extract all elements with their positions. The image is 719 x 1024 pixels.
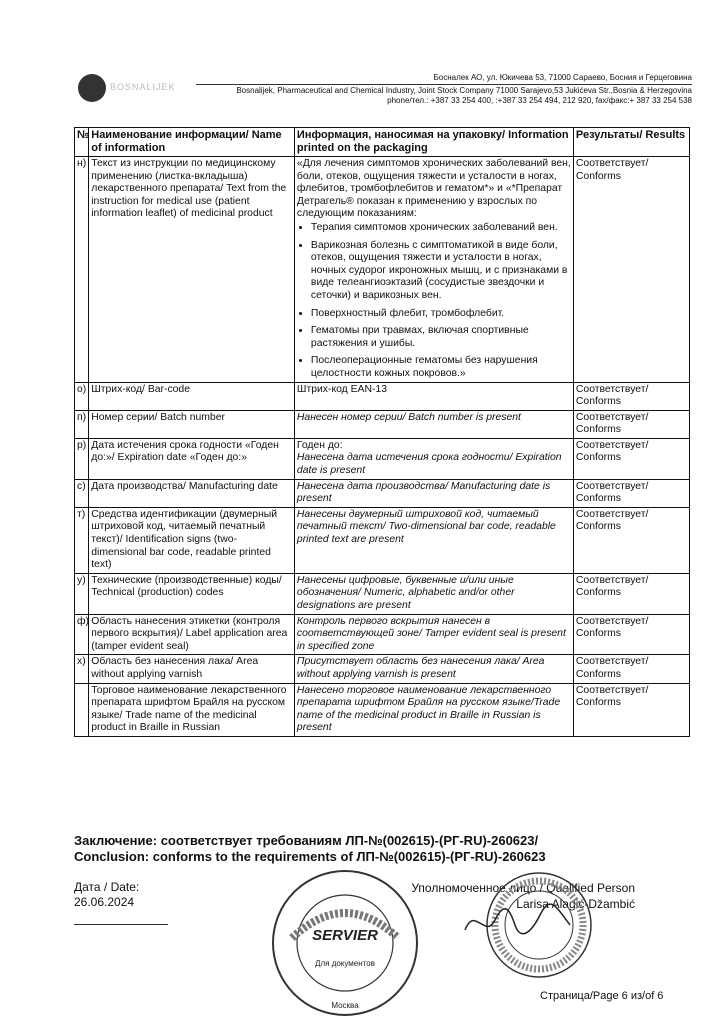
date-signature-line	[74, 924, 168, 925]
servier-stamp-icon	[270, 868, 420, 1018]
row-no: ф)	[75, 614, 89, 655]
row-info: Дата производства/ Manufacturing date	[89, 479, 295, 507]
stamp-text: Для документов	[315, 959, 375, 968]
packaging-intro: «Для лечения симптомов хронических заболеваний вен, боли, отеков, ощущения тяжести и усталости в ногах, флебитов, тромбофлебитов и гематом*» и «*Препарат Детрагель® показан к применению у взрослых по следующим показаниям:	[296, 158, 571, 220]
packaging-text: Годен до:	[296, 439, 343, 451]
row-info: Текст из инструкции по медицинскому применению (листка-вкладыша) лекарственного препарата/ Text from the instruction for medical use (patient information leaflet) of medicinal product	[89, 157, 295, 383]
conclusion-ru: Заключение: соответствует требованиям ЛП-№(002615)-(РГ-RU)-260623/	[74, 833, 539, 848]
row-no	[75, 683, 89, 736]
row-no: о)	[75, 382, 89, 410]
conclusion-en: Conclusion: conforms to the requirements of ЛП-№(002615)-(РГ-RU)-260623	[74, 849, 546, 864]
row-no: н)	[75, 157, 89, 383]
row-no: т)	[75, 507, 89, 573]
page-number: Страница/Page 6 из/of 6	[540, 990, 664, 1002]
row-result: Соответствует/ Conforms	[573, 410, 689, 438]
row-result: Соответствует/ Conforms	[573, 573, 689, 614]
row-info: Область нанесения этикетки (контроля первого вскрытия)/ Label application area (tamper evident seal)	[89, 614, 295, 655]
row-result: Соответствует/ Conforms	[573, 614, 689, 655]
col-header-no: №	[75, 128, 89, 157]
row-packaging	[294, 382, 573, 410]
list-item: • Терапия симптомов хронических заболеваний вен.	[311, 222, 571, 235]
table-row	[75, 507, 690, 573]
row-no: у)	[75, 573, 89, 614]
row-result: Соответствует/ Conforms	[573, 479, 689, 507]
date-value: 26.06.2024	[74, 895, 135, 909]
list-item: • Варикозная болезнь с симптоматикой в виде боли, отеков, ощущения тяжести и усталости в ногах, ночных судорог икроножных мышц, и с признаками в виде телеангиоэктазий (сосудистые звездочки и сеточки) и варикозных вен.	[311, 240, 571, 303]
row-info: Номер серии/ Batch number	[89, 410, 295, 438]
row-no: с)	[75, 479, 89, 507]
row-packaging: Контроль первого вскрытия нанесен в соответствующей зоне/ Tamper evident seal is present in specified zone	[294, 614, 573, 655]
packaging-info-table	[74, 127, 690, 737]
table-row	[75, 655, 690, 683]
stamp-brand: SERVIER	[312, 927, 378, 944]
row-result: Соответствует/ Conforms	[573, 655, 689, 683]
conclusion	[74, 833, 546, 865]
row-no: х)	[75, 655, 89, 683]
row-packaging: Нанесены цифровые, буквенные и/или иные обозначения/ Numeric, alphabetic and/or other designations are present	[294, 573, 573, 614]
row-packaging: Нанесены двумерный штриховой код, читаемый печатный текст/ Two-dimensional bar code, readable printed text are present	[294, 507, 573, 573]
signature-icon	[460, 895, 580, 945]
letterhead-line-3: phone/тел.: +387 33 254 400, :+387 33 254 494, 212 920, fax/факс:+ 387 33 254 538	[387, 96, 692, 105]
table-row	[75, 157, 690, 383]
list-item: • Поверхностный флебит, тромбофлебит.	[311, 308, 571, 321]
qualified-person-name: Larisa Alagić-Džambić	[516, 897, 635, 911]
stamp-city: Москва	[331, 1001, 359, 1010]
row-packaging: Нанесено торговое наименование лекарственного препарата шрифтом Брайля на русском языке/Trade name of the medicinal product in Braille in Russian is present	[294, 683, 573, 736]
row-packaging: Нанесен номер серии/ Batch number is present	[294, 410, 573, 438]
row-packaging: Нанесена дата производства/ Manufacturing date is present	[294, 479, 573, 507]
table-row	[75, 438, 690, 479]
table-row	[75, 614, 690, 655]
table-row	[75, 382, 690, 410]
company-logo-text: BOSNALIJEK	[110, 82, 176, 92]
letterhead	[196, 73, 692, 107]
packaging-italic: Нанесена дата истечения срока годности/ Expiration date is present	[296, 452, 562, 477]
list-item: • Послеоперационные гематомы без нарушения целостности кожных покровов.»	[311, 355, 571, 380]
table-row	[75, 683, 690, 736]
row-result: Соответствует/ Conforms	[573, 157, 689, 383]
row-packaging	[294, 438, 573, 479]
col-header-info: Наименование информации/ Name of information	[89, 128, 295, 157]
row-packaging	[294, 157, 573, 383]
indications-list	[297, 222, 571, 381]
row-result: Соответствует/ Conforms	[573, 507, 689, 573]
col-header-packaging: Информация, наносимая на упаковку/ Information printed on the packaging	[294, 128, 573, 157]
row-no: р)	[75, 438, 89, 479]
company-logo-icon	[78, 74, 106, 102]
row-info: Область без нанесения лака/ Area without applying varnish	[89, 655, 295, 683]
qualified-person-label: Уполномоченное лицо / Qualified Person	[411, 881, 635, 895]
row-info: Технические (производственные) коды/ Technical (production) codes	[89, 573, 295, 614]
date-block	[74, 880, 139, 910]
list-item: • Гематомы при травмах, включая спортивные растяжения и ушибы.	[311, 325, 571, 350]
date-label: Дата / Date:	[74, 880, 140, 894]
letterhead-line-2: Bosnalijek, Pharmaceutical and Chemical Industry, Joint Stock Company 71000 Sarajevo,53 Jukićeva Str.,Bosnia & Herzegovina	[196, 84, 692, 97]
packaging-text: Штрих-код EAN-13	[296, 383, 387, 395]
row-no: п)	[75, 410, 89, 438]
table-header-row	[75, 128, 690, 157]
table-row	[75, 479, 690, 507]
row-result: Соответствует/ Conforms	[573, 683, 689, 736]
row-info: Средства идентификации (двумерный штриховой код, читаемый печатный текст)/ Identification signs (two-dimensional bar code, readable printed text)	[89, 507, 295, 573]
row-info: Штрих-код/ Bar-code	[89, 382, 295, 410]
row-packaging: Присутствует область без нанесения лака/ Area without applying varnish is present	[294, 655, 573, 683]
table-row	[75, 410, 690, 438]
row-result: Соответствует/ Conforms	[573, 382, 689, 410]
col-header-results: Результаты/ Results	[573, 128, 689, 157]
row-result: Соответствует/ Conforms	[573, 438, 689, 479]
letterhead-line-1: Босналек АО, ул. Юкичева 53, 71000 Сараево, Босния и Герцеговина	[433, 73, 692, 82]
table-row	[75, 573, 690, 614]
row-info: Дата истечения срока годности «Годен до:»/ Expiration date «Годен до:»	[89, 438, 295, 479]
row-info: Торговое наименование лекарственного препарата шрифтом Брайля на русском языке/ Trade name of the medicinal product in Braille in Russian	[89, 683, 295, 736]
